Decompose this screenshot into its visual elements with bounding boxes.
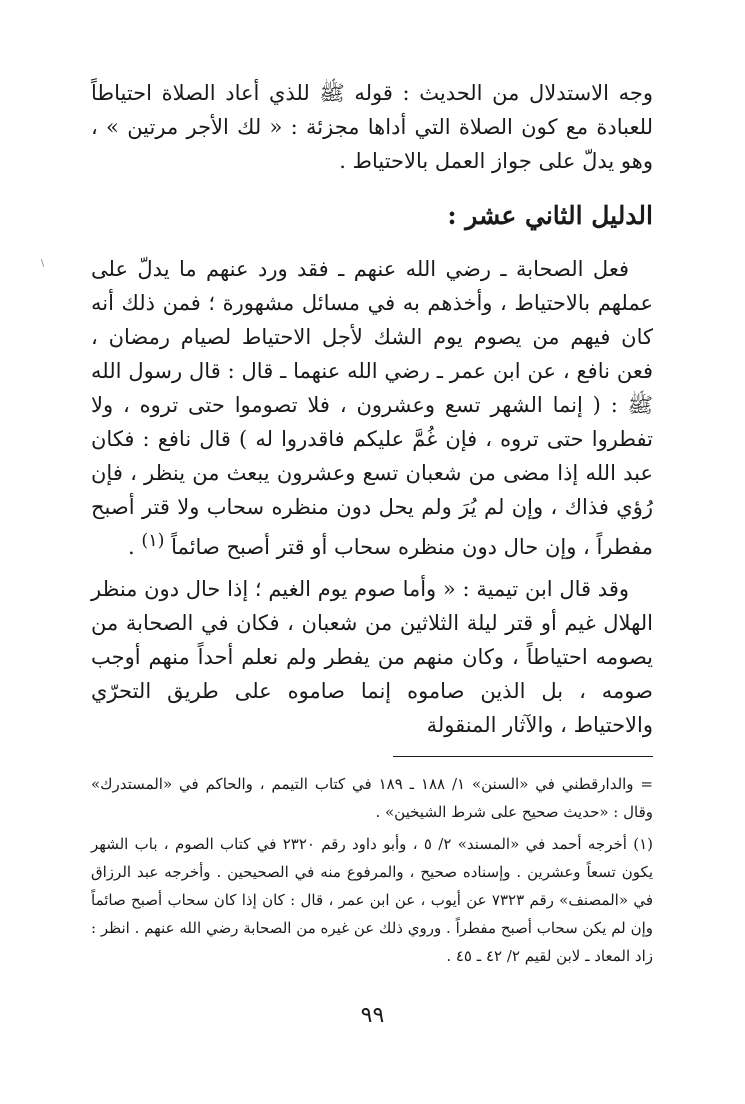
paragraph-end-period: . (128, 535, 135, 559)
footnote-continuation: = والدارقطني في «السنن» ١/ ١٨٨ ـ ١٨٩ في كتاب التيمم ، والحاكم في «المستدرك» وقال : «حديث صحيح على شرط الشيخين» . (91, 775, 653, 821)
footnote-reference: (١) (141, 531, 165, 551)
paragraph-ibn-taymiyyah-quote: وقد قال ابن تيمية : « وأما صوم يوم الغيم ؛ إذا حال دون منظر الهلال غيم أو قتر ليلة الثلاثين من شعبان ، فكان في الصحابة من يصومه احتياطاً ، وكان منهم من يفطر ولم نعلم أحداً منهم أوجب صومه ، بل الذين صاموه إنما صاموه على طريق التحرّي والاحتياط ، والآثار المنقولة (91, 577, 653, 737)
footnote-1: (١) أخرجه أحمد في «المسند» ٢/ ٥ ، وأبو داود رقم ٢٣٢٠ في كتاب الصوم ، باب الشهر يكون تسعاً وعشرين . وإسناده صحيح ، والمرفوع منه في الصحيحين . وأخرجه عبد الرزاق في «المصنف» رقم ٧٣٢٣ عن أيوب ، عن ابن عمر ، قال : كان إذا كان سحاب أصبح صائماً وإن لم يكن سحاب أصبح مفطراً . وروي ذلك عن غيره من الصحابة رضي الله عنهم . انظر : زاد المعاد ـ لابن لقيم ٢/ ٤٢ ـ ٤٥ . (91, 835, 653, 965)
page-number: ٩٩ (360, 1003, 385, 1028)
footnote-divider (393, 756, 653, 757)
paragraph-evidence-explanation: وجه الاستدلال من الحديث : قوله ﷺ للذي أعاد الصلاة احتياطاً للعبادة مع كون الصلاة التي أداها مجزئة : « لك الأجر مرتين » ، وهو يدلّ على جواز العمل بالاحتياط . (91, 81, 653, 173)
section-heading: الدليل الثاني عشر : (447, 201, 653, 230)
paragraph-companions-text: فعل الصحابة ـ رضي الله عنهم ـ فقد ورد عنهم ما يدلّ على عملهم بالاحتياط ، وأخذهم به في مسائل مشهورة ؛ فمن ذلك أنه كان فيهم من يصوم يوم الشك لأجل الاحتياط لصيام رمضان ، فعن نافع ، عن ابن عمر ـ رضي الله عنهما ـ قال : قال رسول الله ﷺ : ( إنما الشهر تسع وعشرون ، فلا تصوموا حتى تروه ، ولا تفطروا حتى تروه ، فإن غُمَّ عليكم فاقدروا له ) قال نافع : فكان عبد الله إذا مضى من شعبان تسع وعشرون يبعث من ينظر ، فإن رُؤي فذاك ، وإن لم يُرَ ولم يحل دون منظره سحاب ولا قتر أصبح مفطراً ، وإن حال دون منظره سحاب أو قتر أصبح صائماً (91, 257, 653, 559)
paragraph-companions-practice (91, 252, 653, 564)
footnotes-section (91, 770, 653, 974)
margin-mark: \ (40, 259, 44, 269)
